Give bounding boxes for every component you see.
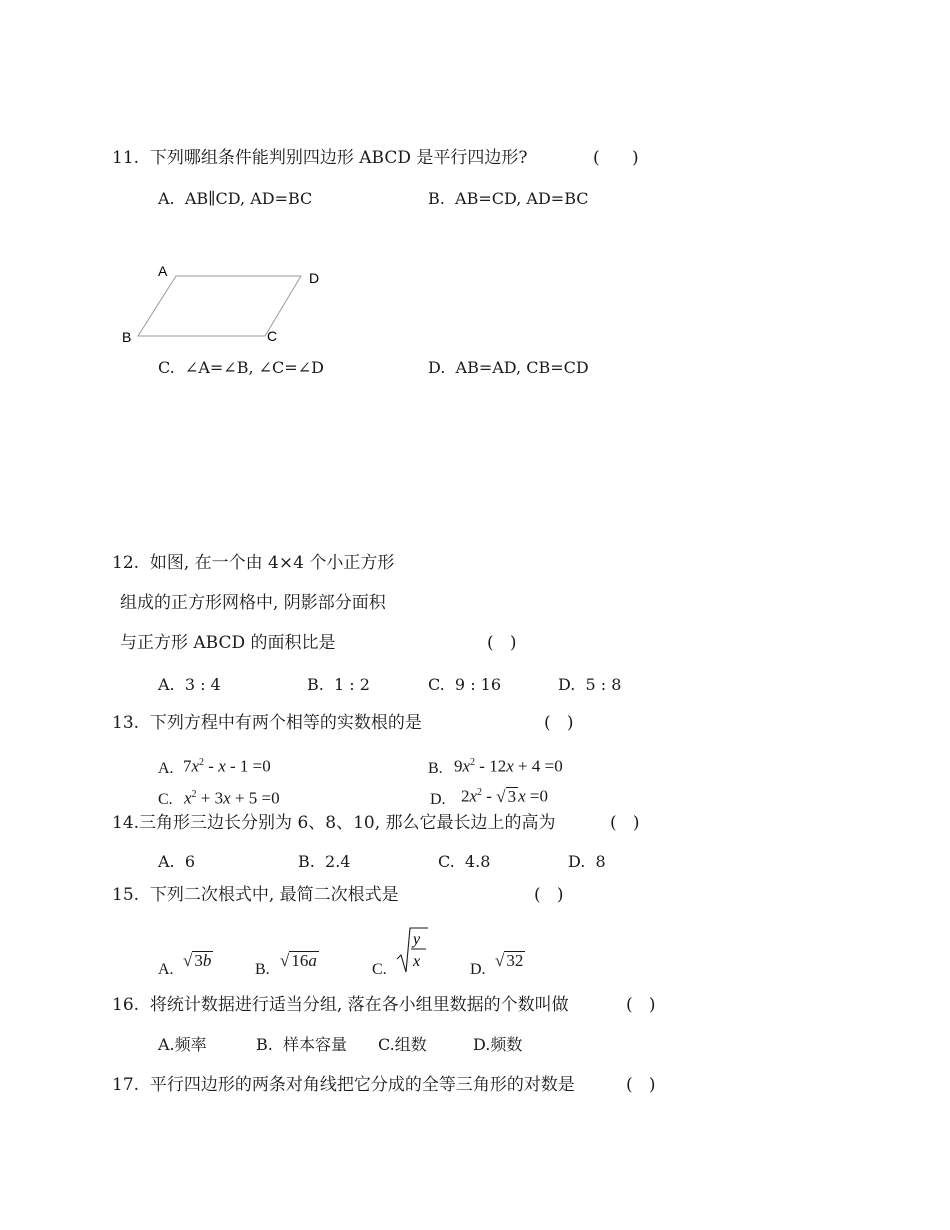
- q16-option-d: D.频数: [473, 1035, 523, 1054]
- q13-label-c: C.: [158, 791, 173, 808]
- q14-option-d: D. 8: [568, 852, 606, 871]
- q16-option-c: C.组数: [378, 1035, 427, 1054]
- q12-stem-line3: 与正方形 ABCD 的面积比是: [120, 633, 336, 653]
- fraction-numerator-y: y: [413, 931, 421, 948]
- q15-label-b: B.: [255, 961, 270, 978]
- q12-option-d: D. 5 : 8: [558, 675, 622, 694]
- q11-option-d: D. AB=AD, CB=CD: [428, 358, 589, 377]
- q12-option-b: B. 1 : 2: [307, 675, 370, 694]
- q11-answer-paren: ( ): [593, 148, 639, 168]
- q13-label-a: A.: [158, 760, 174, 777]
- vertex-label-b: B: [122, 329, 132, 345]
- q15-radical-c: [396, 925, 430, 975]
- q15-radical-b: √ 16a: [280, 951, 317, 970]
- q13-equation-c: $x^2 + 3x + 5 =0$: [184, 788, 280, 808]
- q16-option-a: A.频率: [158, 1035, 207, 1054]
- q14-option-c: C. 4.8: [438, 852, 491, 871]
- q11-option-c: C. ∠A=∠B, ∠C=∠D: [158, 358, 324, 377]
- q16-option-b: B. 样本容量: [256, 1035, 348, 1054]
- q12-stem-line2: 组成的正方形网格中, 阴影部分面积: [120, 593, 386, 613]
- q15-stem: 15. 下列二次根式中, 最简二次根式是: [112, 885, 399, 905]
- q12-answer-paren: ( ): [487, 633, 517, 653]
- q12-option-a: A. 3 : 4: [158, 675, 221, 694]
- q13-stem: 13. 下列方程中有两个相等的实数根的是: [112, 713, 422, 733]
- q16-stem: 16. 将统计数据进行适当分组, 落在各小组里数据的个数叫做: [112, 995, 569, 1015]
- q13-label-b: B.: [428, 760, 443, 777]
- q13-label-d: D.: [430, 791, 446, 808]
- q14-stem: 14.三角形三边长分别为 6、8、10, 那么它最长边上的高为: [112, 813, 556, 833]
- q15-radical-d: √ 32: [495, 951, 524, 970]
- q16-answer-paren: ( ): [626, 995, 656, 1015]
- q15-label-d: D.: [470, 961, 486, 978]
- q13-equation-b: $9x^2 - 12x + 4 =0$: [454, 756, 563, 776]
- q14-option-a: A. 6: [158, 852, 195, 871]
- q17-stem: 17. 平行四边形的两条对角线把它分成的全等三角形的对数是: [112, 1075, 575, 1095]
- q11-parallelogram-figure: [115, 258, 335, 353]
- q14-answer-paren: ( ): [610, 813, 640, 833]
- q15-label-a: A.: [158, 961, 174, 978]
- vertex-label-a: A: [158, 263, 168, 279]
- q12-option-c: C. 9 : 16: [428, 675, 502, 694]
- q13-equation-a: $7x^2 - x - 1 =0$: [183, 756, 271, 776]
- q12-stem-line1: 12. 如图, 在一个由 4×4 个小正方形: [112, 553, 395, 573]
- vertex-label-c: C: [267, 328, 278, 344]
- q13-answer-paren: ( ): [544, 713, 574, 733]
- q15-answer-paren: ( ): [534, 885, 564, 905]
- q17-answer-paren: ( ): [626, 1075, 656, 1095]
- q14-option-b: B. 2.4: [298, 852, 351, 871]
- q11-option-b: B. AB=CD, AD=BC: [428, 189, 589, 208]
- q15-label-c: C.: [372, 961, 387, 978]
- q11-option-a: A. AB∥CD, AD=BC: [158, 189, 313, 208]
- parallelogram-shape: [138, 276, 301, 336]
- vertex-label-d: D: [309, 270, 320, 286]
- q15-radical-a: √ 3b: [183, 951, 212, 970]
- fraction-denominator-x: x: [413, 953, 421, 970]
- q13-equation-d: $2x^2$ - √ 3 x =0: [461, 786, 548, 806]
- q11-stem: 11. 下列哪组条件能判别四边形 ABCD 是平行四边形?: [112, 148, 528, 168]
